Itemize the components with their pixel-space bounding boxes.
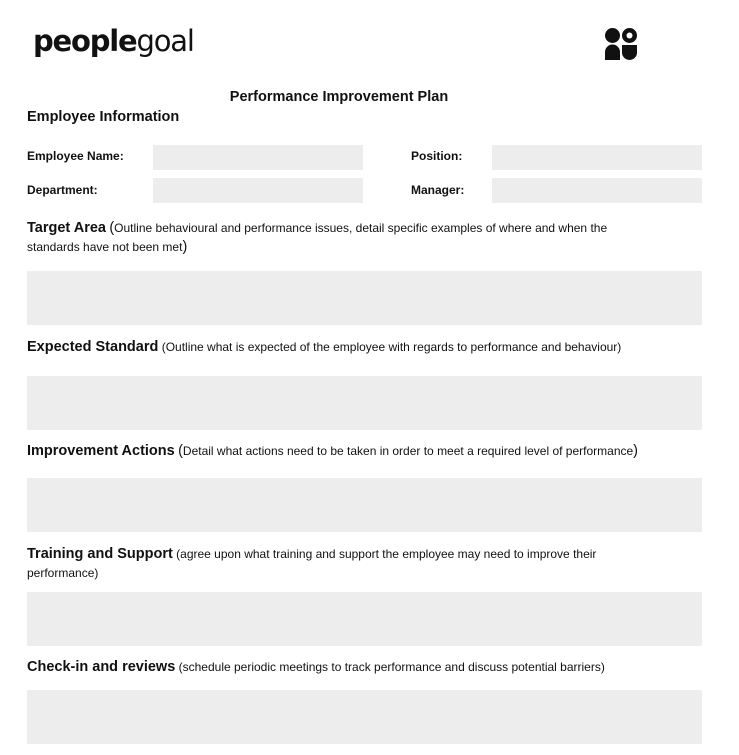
department-label: Department: [27, 183, 98, 197]
logo-text-light: goal [136, 24, 194, 58]
check-in-reviews-title: Check-in and reviews [27, 659, 176, 675]
check-in-reviews-heading: Check-in and reviews (schedule periodic meetings to track performance and discuss potential barriers) [27, 659, 605, 675]
target-area-field[interactable] [27, 271, 702, 325]
position-field[interactable] [492, 145, 702, 170]
improvement-actions-title: Improvement Actions [27, 443, 175, 459]
document-title: Performance Improvement Plan [229, 89, 449, 105]
target-area-description: Outline behavioural and performance issues, detail specific examples of where and when the standards have not been met [27, 221, 608, 254]
training-support-field[interactable] [27, 592, 702, 646]
check-in-reviews-field[interactable] [27, 690, 702, 744]
section-title-employee-information: Employee Information [27, 109, 180, 125]
check-in-reviews-description: schedule periodic meetings to track performance and discuss potential barriers [182, 660, 601, 674]
manager-label: Manager: [411, 183, 465, 197]
position-label: Position: [411, 149, 463, 163]
target-area-title: Target Area [27, 220, 106, 236]
expected-standard-field[interactable] [27, 376, 702, 430]
logo-text-bold: people [33, 24, 137, 58]
manager-field[interactable] [492, 178, 702, 203]
department-field[interactable] [153, 178, 363, 203]
training-support-description: agree upon what training and support the employee may need to improve their performance [27, 547, 597, 580]
expected-standard-heading: Expected Standard (Outline what is expected of the employee with regards to performance and behaviour) [27, 339, 622, 355]
expected-standard-title: Expected Standard [27, 339, 159, 355]
improvement-actions-heading: Improvement Actions (Detail what actions need to be taken in order to meet a required level of performance) [27, 443, 639, 459]
employee-name-label: Employee Name: [27, 149, 124, 163]
training-support-title: Training and Support [27, 546, 173, 562]
improvement-actions-description: Detail what actions need to be taken in order to meet a required level of performance [182, 444, 634, 458]
target-area-heading: Target Area (Outline behavioural and performance issues, detail specific examples of where and when the standards have not been met) [27, 220, 608, 255]
training-support-heading: Training and Support (agree upon what training and support the employee may need to improve their performance) [27, 546, 597, 580]
peoplegoal-logo [33, 22, 194, 60]
improvement-actions-field[interactable] [27, 478, 702, 532]
employee-name-field[interactable] [153, 145, 363, 170]
expected-standard-description: Outline what is expected of the employee with regards to performance and behaviour [165, 340, 618, 354]
peoplegoal-mark-icon [604, 28, 638, 60]
